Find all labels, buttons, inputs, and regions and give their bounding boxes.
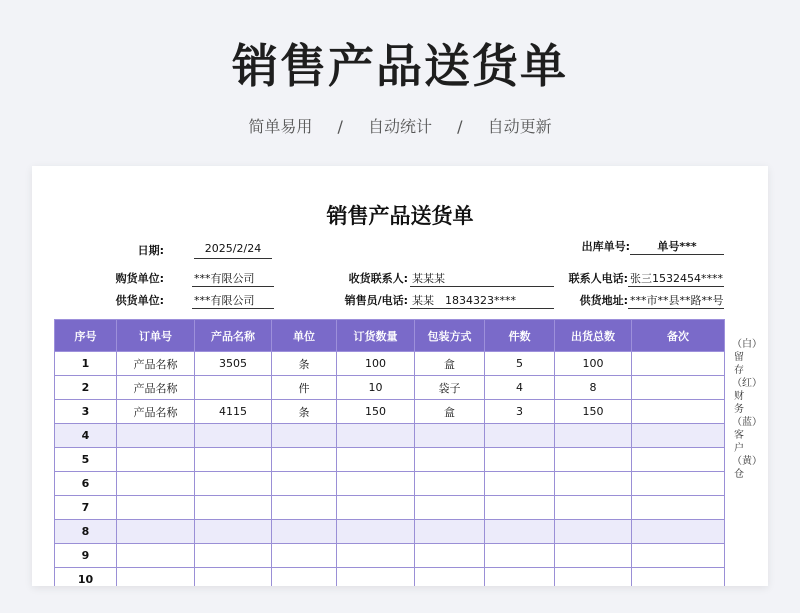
table-cell[interactable] (485, 496, 555, 520)
table-cell[interactable]: 8 (555, 376, 632, 400)
row-number-cell: 2 (55, 376, 117, 400)
table-cell[interactable] (272, 544, 337, 568)
tagline (0, 114, 800, 137)
column-header: 产品名称 (195, 320, 272, 352)
table-body (55, 352, 725, 587)
table-cell[interactable] (117, 496, 195, 520)
table-row (55, 400, 725, 424)
row-number-cell: 10 (55, 568, 117, 587)
table-cell[interactable] (195, 424, 272, 448)
supplier-label: 供货单位: (115, 294, 164, 307)
table-cell[interactable] (632, 352, 725, 376)
column-header: 备次 (632, 320, 725, 352)
column-header: 序号 (55, 320, 117, 352)
date-value[interactable]: 2025/2/24 (194, 242, 272, 259)
table-cell[interactable] (117, 568, 195, 587)
table-row (55, 352, 725, 376)
receiver-value[interactable]: 某某某 (410, 270, 554, 287)
table-cell[interactable] (337, 568, 415, 587)
table-cell[interactable] (485, 472, 555, 496)
table-cell[interactable] (555, 544, 632, 568)
table-cell[interactable]: 10 (337, 376, 415, 400)
table-cell[interactable] (632, 544, 725, 568)
table-cell[interactable]: 产品名称 (117, 352, 195, 376)
table-cell[interactable] (117, 448, 195, 472)
receiver-label: 收货联系人: (348, 272, 408, 285)
table-cell[interactable] (555, 448, 632, 472)
table-row (55, 376, 725, 400)
table-cell[interactable] (117, 472, 195, 496)
column-header: 订货数量 (337, 320, 415, 352)
table-cell[interactable]: 盒 (415, 352, 485, 376)
table-cell[interactable]: 产品名称 (117, 400, 195, 424)
table-cell[interactable]: 袋子 (415, 376, 485, 400)
table-cell[interactable] (415, 568, 485, 587)
table-cell[interactable] (337, 424, 415, 448)
table-cell[interactable]: 4 (485, 376, 555, 400)
table-cell[interactable] (632, 376, 725, 400)
table-cell[interactable] (117, 520, 195, 544)
table-cell[interactable] (555, 424, 632, 448)
table-cell[interactable]: 条 (272, 400, 337, 424)
table-cell[interactable] (117, 544, 195, 568)
outbound-no-label: 出库单号: (581, 240, 630, 253)
delivery-note-sheet (32, 166, 768, 586)
table-cell[interactable] (632, 568, 725, 587)
table-cell[interactable] (272, 496, 337, 520)
table-row (55, 424, 725, 448)
copy-color-note: （白）留存（红）财务（蓝）客户（黄）仓 (732, 339, 762, 480)
sales-label: 销售员/电话: (344, 294, 408, 307)
table-cell[interactable] (195, 472, 272, 496)
contact-phone-value[interactable]: 张三1532454**** (630, 272, 723, 285)
tagline-item: 简单易用 (248, 117, 313, 136)
table-cell[interactable] (272, 568, 337, 587)
row-number-cell: 8 (55, 520, 117, 544)
table-header-row (55, 320, 725, 352)
contact-phone-label: 联系人电话: (568, 272, 628, 285)
table-cell[interactable] (337, 496, 415, 520)
table-cell[interactable] (415, 448, 485, 472)
tagline-separator: / (337, 117, 343, 136)
table-cell[interactable] (632, 520, 725, 544)
table-cell[interactable] (272, 520, 337, 544)
table-cell[interactable] (117, 424, 195, 448)
supply-address-label: 供货地址: (579, 294, 628, 307)
table-cell[interactable] (337, 448, 415, 472)
table-cell[interactable] (415, 496, 485, 520)
goods-table (54, 319, 725, 586)
table-cell[interactable]: 3 (485, 400, 555, 424)
table-row (55, 448, 725, 472)
table-row (55, 496, 725, 520)
table-cell[interactable] (415, 472, 485, 496)
row-number-cell: 7 (55, 496, 117, 520)
column-header: 订单号 (117, 320, 195, 352)
table-row (55, 520, 725, 544)
row-number-cell: 5 (55, 448, 117, 472)
table-cell[interactable] (632, 424, 725, 448)
row-number-cell: 3 (55, 400, 117, 424)
date-label: 日期: (137, 244, 164, 257)
table-cell[interactable] (195, 376, 272, 400)
table-row (55, 568, 725, 587)
buyer-label: 购货单位: (115, 272, 164, 285)
table-cell[interactable] (415, 544, 485, 568)
table-cell[interactable] (195, 448, 272, 472)
document-title: 销售产品送货单 (326, 204, 474, 228)
table-cell[interactable] (485, 424, 555, 448)
table-cell[interactable] (485, 544, 555, 568)
table-cell[interactable] (555, 520, 632, 544)
table-cell[interactable] (337, 472, 415, 496)
table-cell[interactable] (272, 424, 337, 448)
row-number-cell: 4 (55, 424, 117, 448)
table-cell[interactable] (485, 448, 555, 472)
tagline-separator: / (457, 117, 463, 136)
table-cell[interactable] (195, 520, 272, 544)
column-header: 出货总数 (555, 320, 632, 352)
column-header: 单位 (272, 320, 337, 352)
column-header: 包装方式 (415, 320, 485, 352)
table-cell[interactable] (415, 520, 485, 544)
table-cell[interactable]: 条 (272, 352, 337, 376)
table-cell[interactable] (337, 544, 415, 568)
table-cell[interactable]: 3505 (195, 352, 272, 376)
table-cell[interactable]: 150 (555, 400, 632, 424)
outbound-no-value[interactable]: 单号*** (630, 238, 724, 255)
table-cell[interactable] (415, 424, 485, 448)
tagline-item: 自动统计 (367, 117, 432, 136)
table-cell[interactable]: 5 (485, 352, 555, 376)
table-cell[interactable] (485, 568, 555, 587)
table-cell[interactable]: 盒 (415, 400, 485, 424)
table-cell[interactable] (555, 496, 632, 520)
supplier-value[interactable]: ***有限公司 (192, 292, 274, 309)
table-row (55, 472, 725, 496)
table-cell[interactable] (195, 496, 272, 520)
table-cell[interactable] (272, 448, 337, 472)
column-header: 件数 (485, 320, 555, 352)
row-number-cell: 9 (55, 544, 117, 568)
table-cell[interactable]: 产品名称 (117, 376, 195, 400)
table-cell[interactable] (632, 472, 725, 496)
hero-title: 销售产品送货单 (232, 39, 568, 93)
table-cell[interactable] (632, 400, 725, 424)
table-cell[interactable] (195, 568, 272, 587)
table-cell[interactable] (632, 496, 725, 520)
table-cell[interactable] (555, 472, 632, 496)
table-cell[interactable] (195, 544, 272, 568)
table-cell[interactable] (632, 448, 725, 472)
row-number-cell: 1 (55, 352, 117, 376)
table-cell[interactable] (485, 520, 555, 544)
table-cell[interactable] (555, 568, 632, 587)
table-cell[interactable]: 4115 (195, 400, 272, 424)
table-cell[interactable] (272, 472, 337, 496)
tagline-item: 自动更新 (487, 117, 552, 136)
table-cell[interactable] (337, 520, 415, 544)
table-cell[interactable]: 100 (337, 352, 415, 376)
buyer-value[interactable]: ***有限公司 (192, 270, 274, 287)
sales-value[interactable]: 某某 1834323**** (410, 292, 554, 309)
row-number-cell: 6 (55, 472, 117, 496)
supply-address-value[interactable]: ***市**县**路**号 (630, 294, 724, 307)
table-cell[interactable]: 150 (337, 400, 415, 424)
table-cell[interactable]: 100 (555, 352, 632, 376)
table-row (55, 544, 725, 568)
table-cell[interactable]: 件 (272, 376, 337, 400)
